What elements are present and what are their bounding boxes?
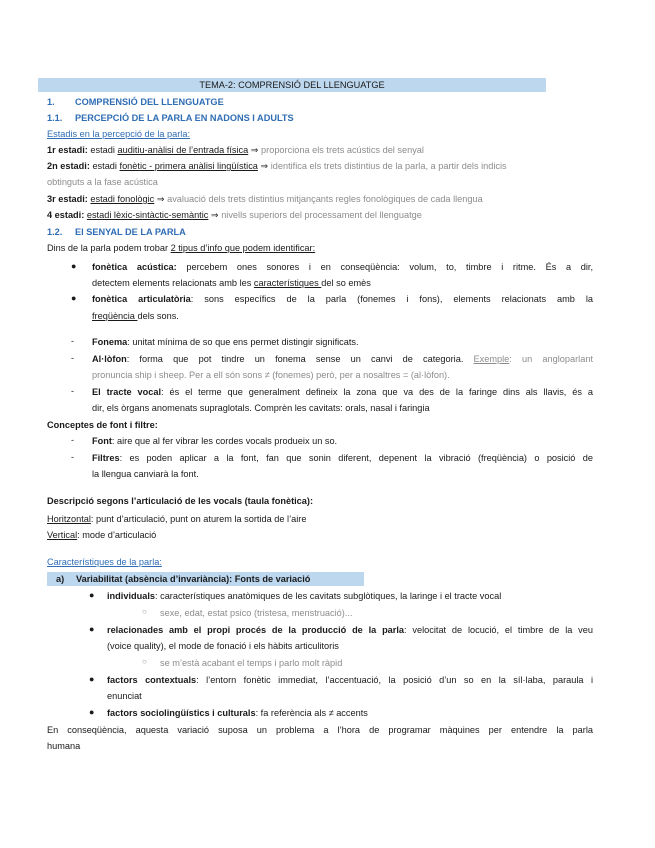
bullet-icon: ● — [89, 707, 95, 717]
dash-icon: - — [71, 435, 74, 445]
phonetics-articulatory: fonètica articulatòria: sons específics de la parla (fonemes i fons), elements relacionats amb la — [92, 294, 593, 304]
item-allofon-cont: pronuncia ship i sheep. Per a ell són sons ≠ (fonemes) però, per a nosaltres = (al·lòfon). — [92, 370, 450, 380]
intro-line: Dins de la parla podem trobar 2 tipus d’info que podem identificar: — [47, 243, 316, 253]
phonetics-acoustic: fonètica acústica: percebem ones sonores i en conseqüència: volum, to, timbre i ritme. És a dir, — [92, 262, 594, 272]
stage-2-continued: obtinguts a la fase acústica — [47, 177, 158, 187]
dash-icon: - — [71, 452, 74, 462]
document-title: TEMA-2: COMPRENSIÓ DEL LLENGUATGE — [38, 78, 546, 92]
item-filtres-cont: la llengua canviarà la font. — [92, 469, 199, 479]
source-contextual: factors contextuals: l’entorn fonètic immediat, l’accentuació, la posició d’un so en la síl·laba, paraula i — [107, 675, 593, 685]
stage-4: 4 estadi: estadi lèxic-sintàctic-semàntic ⇒ nivells superiors del processament del llenguatge — [47, 210, 422, 220]
bullet-icon: ● — [71, 293, 77, 303]
dash-icon: - — [71, 386, 74, 396]
stage-3: 3r estadi: estadi fonològic ⇒ avaluació dels trets distintius mitjançants regles fonològiques de cada llengua — [47, 194, 483, 204]
circle-bullet-icon: ○ — [142, 607, 147, 616]
vowel-heading: Descripció segons l’articulació de les vocals (taula fonètica): — [47, 496, 314, 506]
source-contextual-cont: enunciat — [107, 691, 142, 701]
bullet-icon: ● — [89, 590, 95, 600]
stages-heading: Estadis en la percepció de la parla: — [47, 129, 191, 139]
horizontal-line: Horitzontal: punt d’articulació, punt on aturem la sortida de l’aire — [47, 514, 307, 524]
heading-1-2: 1.2. El SENYAL DE LA PARLA — [47, 227, 186, 237]
phonetics-articulatory-cont: freqüència dels sons. — [92, 311, 179, 321]
item-tracte-vocal: El tracte vocal: és el terme que generalment defineix la zona que va des de la faringe dins als llavis, és a — [92, 387, 593, 397]
circle-bullet-icon: ○ — [142, 657, 147, 666]
dash-icon: - — [71, 353, 74, 363]
bullet-icon: ● — [71, 261, 77, 271]
conclusion-line-1: En conseqüència, aquesta variació suposa un problema a l’hora de programar màquines per entendre la parla — [47, 725, 593, 735]
item-font: Font: aire que al fer vibrar les cordes vocals produeix un so. — [92, 436, 338, 446]
bullet-icon: ● — [89, 674, 95, 684]
source-individuals: individuals: característiques anatòmiques de les cavitats subglòtiques, la laringe i el tracte vocal — [107, 591, 502, 601]
stage-2: 2n estadi: estadi fonètic - primera anàlisi lingüística ⇒ identifica els trets distintius de la parla, a partir dels indicis — [47, 161, 507, 171]
source-individuals-sub: sexe, edat, estat psico (tristesa, menstruació)... — [160, 608, 353, 618]
dash-icon: - — [71, 336, 74, 346]
features-heading: Característiques de la parla: — [47, 557, 162, 567]
item-tracte-vocal-cont: dir, els òrgans anomenats supraglotals. Comprèn les cavitats: orals, nasal i faringia — [92, 403, 430, 413]
source-production-sub: se m’està acabant el temps i parlo molt ràpid — [160, 658, 343, 668]
variability-heading: a) Variabilitat (absència d’invariància): Fonts de variació — [56, 574, 311, 584]
source-production: relacionades amb el propi procés de la producció de la parla: velocitat de locució, el timbre de la veu — [107, 625, 593, 635]
item-filtres: Filtres: es poden aplicar a la font, fan que sonin diferent, depenent la vibració (freqüència) o posició de — [92, 453, 593, 463]
heading-1: 1. COMPRENSIÓ DEL LLENGUATGE — [47, 97, 224, 107]
font-heading: Conceptes de font i filtre: — [47, 420, 158, 430]
item-allofon: Al·lòfon: forma que pot tindre un fonema sense un canvi de categoria. Exemple: un angloparlant — [92, 354, 593, 364]
source-sociolinguistic: factors sociolingüístics i culturals: fa referència als ≠ accents — [107, 708, 368, 718]
source-production-cont: (voice quality), el mode de fonació i els hàbits articulitoris — [107, 641, 339, 651]
phonetics-acoustic-cont: detectem elements relacionats amb les característiques del so emès — [92, 278, 371, 288]
item-fonema: Fonema: unitat mínima de so que ens permet distingir significats. — [92, 337, 359, 347]
conclusion-line-2: humana — [47, 741, 81, 751]
bullet-icon: ● — [89, 624, 95, 634]
vertical-line: Vertical: mode d’articulació — [47, 530, 157, 540]
heading-1-1: 1.1. PERCEPCIÓ DE LA PARLA EN NADONS I ADULTS — [47, 113, 294, 123]
stage-1: 1r estadi: estadi auditiu-anàlisi de l’entrada física ⇒ proporciona els trets acústics del senyal — [47, 145, 424, 155]
